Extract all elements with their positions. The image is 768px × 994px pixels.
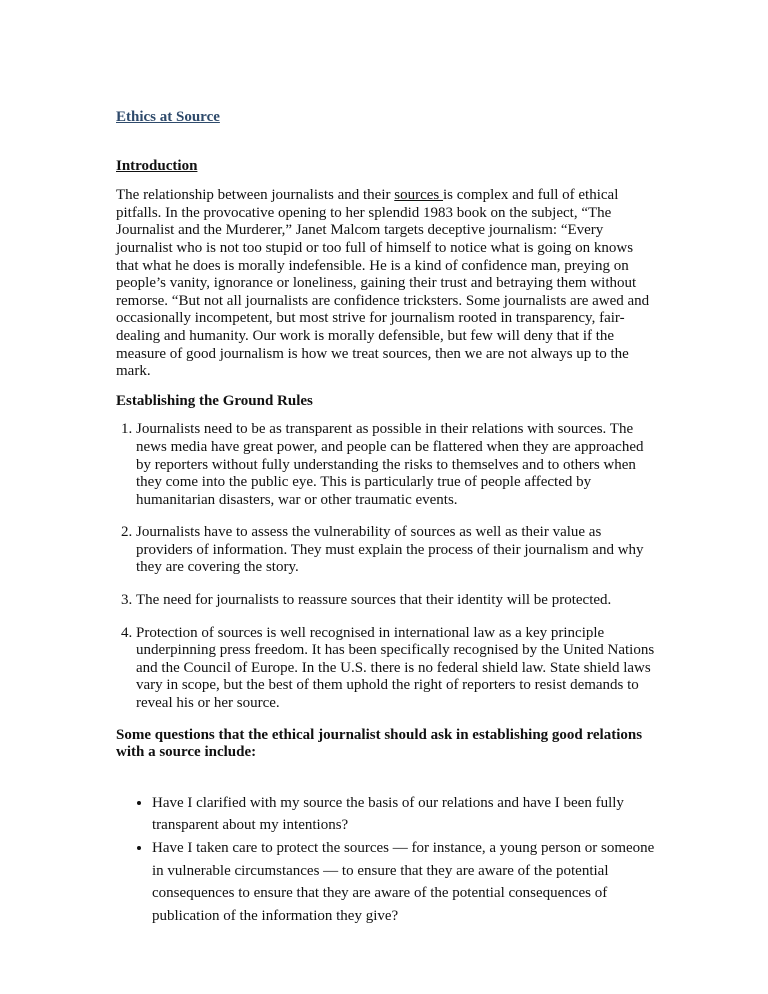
document-title[interactable]: Ethics at Source — [116, 109, 220, 125]
questions-heading: Some questions that the ethical journalist should ask in establishing good relations with a source include: — [116, 726, 643, 761]
introduction-paragraph — [116, 187, 656, 381]
sources-link[interactable]: sources — [394, 187, 444, 204]
list-item: • Have I clarified with my source the basis of our relations and have I been fully transparent about my intentions? — [152, 792, 656, 837]
list-item: 1. Journalists need to be as transparent as possible in their relations with sources. The news media have great power, and people can be flattered when they are approached by reporters without fully understanding the risks to themselves and to others when they come into the public eye. This is particularly true of people affected by humanitarian disasters, war or other traumatic events. — [136, 421, 656, 509]
list-item: • Have I taken care to protect the sources — for instance, a young person or someone in vulnerable circumstances — to ensure that they are aware of the potential consequences to ensure that they are aware of the potential consequences of publication of the information they give? — [152, 837, 656, 927]
intro-text-rest: is complex and full of ethical pitfalls. In the provocative opening to her splendid 1983 book on the subject, “The Journalist and the Murderer,” Janet Malcom targets deceptive journalism: “Every journalist who is not too stupid or too full of himself to notice what is going on knows that what he does is morally indefensible. He is a kind of confidence man, preying on people’s vanity, ignorance or loneliness, gaining their trust and betraying them without remorse. “But not all journalists are confidence tricksters. Some journalists are awed and occasionally incompetent, but most strive for journalism rooted in transparency, fair-dealing and humanity. Our work is morally defensible, but few will deny that if the measure of good journalism is how we treat sources, then we are not always up to the mark. — [116, 187, 650, 380]
ground-rules-heading: Establishing the Ground Rules — [116, 392, 313, 409]
list-item: 2. Journalists have to assess the vulnerability of sources as well as their value as providers of information. They must explain the process of their journalism and why they are covering the story. — [136, 524, 656, 577]
intro-text-start: The relationship between journalists and their — [116, 187, 395, 204]
introduction-heading: Introduction — [116, 157, 198, 174]
document-page — [116, 0, 656, 927]
list-item: 4. Protection of sources is well recognised in international law as a key principle underpinning press freedom. It has been specifically recognised by the United Nations and the Council of Europe. In the U.S. there is no federal shield law. State shield laws vary in scope, but the best of them uphold the right of reporters to resist demands to reveal his or her source. — [136, 625, 656, 713]
questions-list — [116, 792, 656, 928]
list-item: 3. The need for journalists to reassure sources that their identity will be protected. — [136, 592, 656, 610]
ground-rules-list — [116, 421, 656, 712]
